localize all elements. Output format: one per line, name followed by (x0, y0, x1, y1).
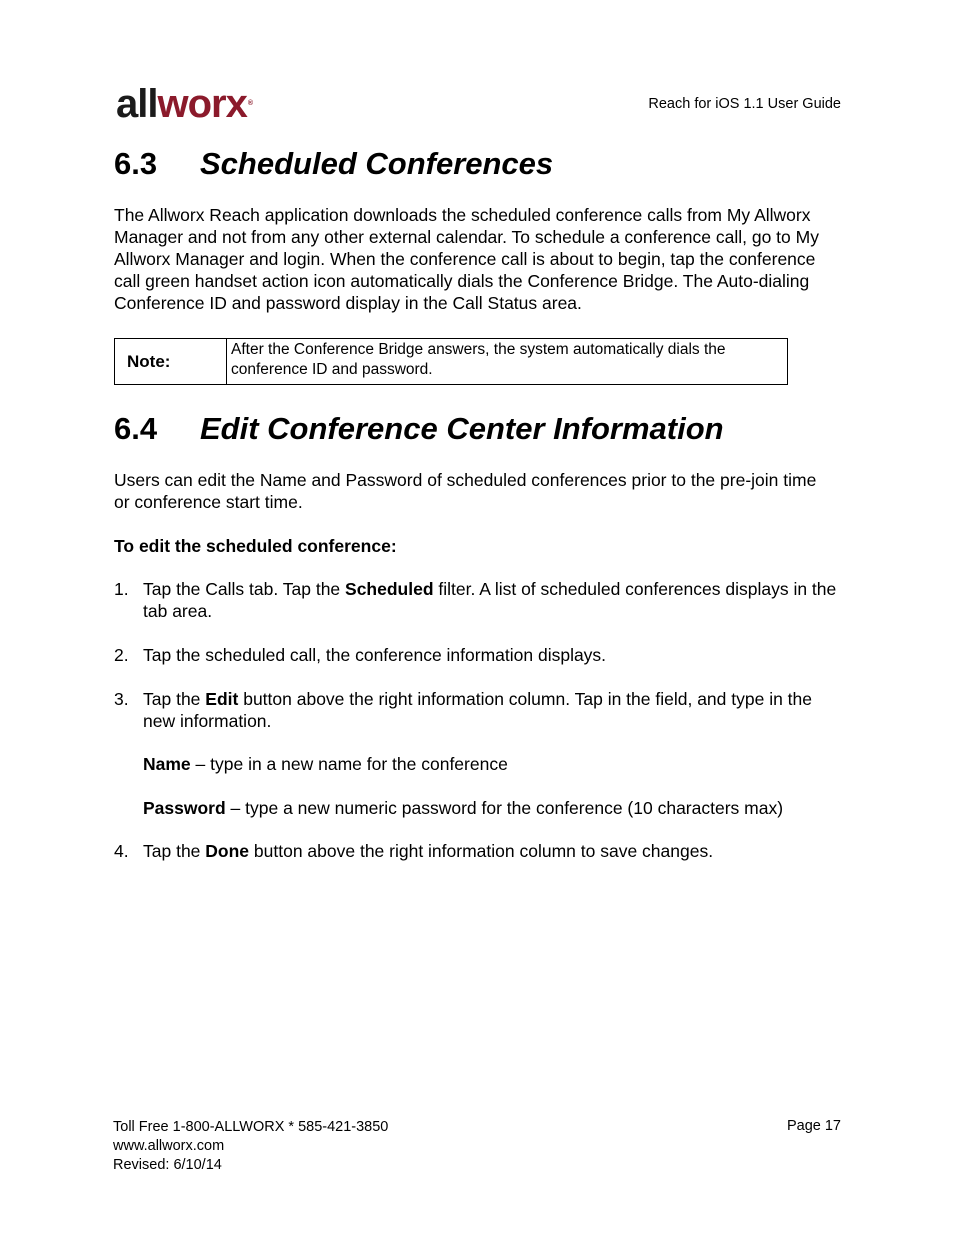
step-1: 1. Tap the Calls tab. Tap the Scheduled filter. A list of scheduled conferences displays in the tab area. (114, 579, 837, 621)
procedure-heading: To edit the scheduled conference: (114, 536, 397, 556)
step-2: 2. Tap the scheduled call, the conference information displays. (114, 645, 607, 665)
section-number: 6.4 (114, 411, 158, 446)
note-text: After the Conference Bridge answers, the system automatically dials the conference ID and password. (231, 341, 726, 378)
section-6-3-body: The Allworx Reach application downloads the scheduled conference calls from My Allworx Manager and not from any other external calendar. To schedule a conference call, go to My Allworx Manager and login. When the conference call is about to begin, tap the conference call green handset action icon automatically dials the Conference Bridge. The Auto-dialing Conference ID and password display in the Call Status area. (114, 205, 819, 313)
page-number: Page 17 (786, 1118, 841, 1134)
field-name-description: Name – type in a new name for the conference (143, 754, 508, 774)
footer-phone: Toll Free 1-800-ALLWORX * 585-421-3850 (113, 1119, 389, 1135)
footer-revised: Revised: 6/10/14 (113, 1157, 222, 1173)
section-title: Scheduled Conferences (200, 146, 554, 181)
section-title: Edit Conference Center Information (200, 411, 724, 446)
footer-contact (113, 1118, 388, 1175)
allworx-logo: allworx® (116, 82, 253, 126)
section-6-4-heading (114, 411, 724, 447)
footer-website: www.allworx.com (113, 1138, 225, 1154)
section-6-3-heading (114, 146, 553, 182)
section-number: 6.3 (114, 146, 158, 181)
note-label: Note: (115, 339, 227, 384)
guide-title: Reach for iOS 1.1 User Guide (648, 96, 841, 112)
step-3: 3. Tap the Edit button above the right information column. Tap in the field, and type in the new information. (114, 689, 812, 731)
note-table (114, 338, 788, 385)
section-6-4-body: Users can edit the Name and Password of scheduled conferences prior to the pre-join time or conference start time. (114, 470, 817, 512)
field-password-description: Password – type a new numeric password for the conference (10 characters max) (143, 798, 784, 818)
step-4: 4. Tap the Done button above the right information column to save changes. (114, 841, 714, 861)
